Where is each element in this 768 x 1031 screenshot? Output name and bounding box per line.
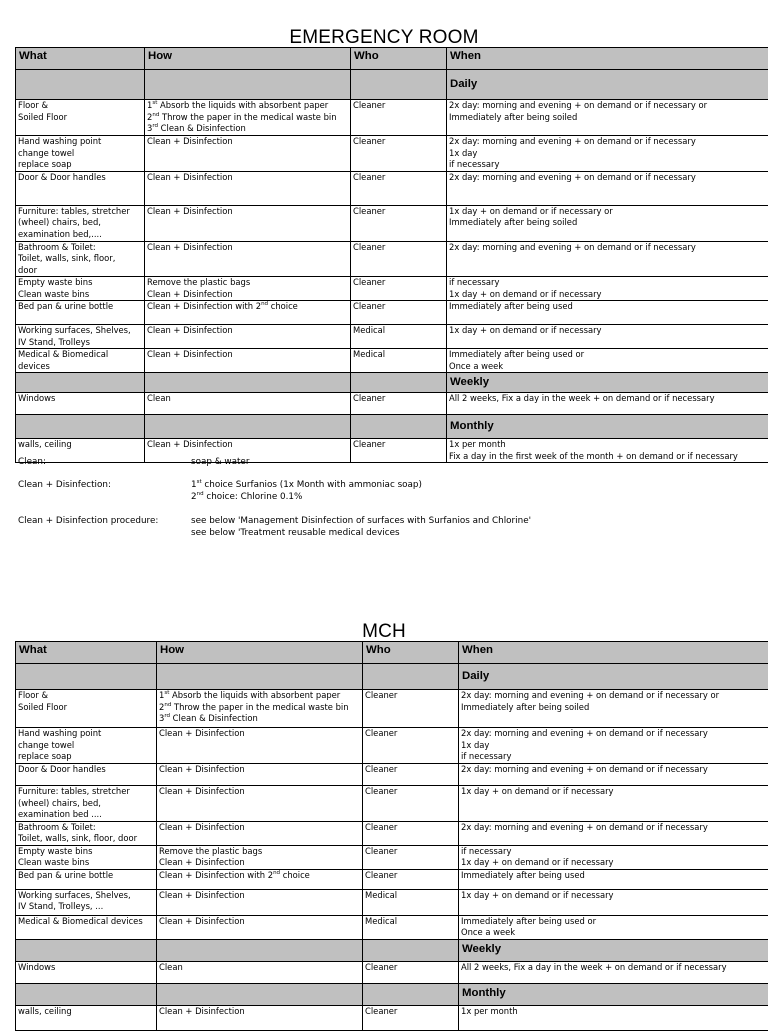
what-cell bbox=[16, 889, 157, 915]
cell-text-line: 3rd Clean & Disinfection bbox=[159, 713, 360, 725]
when-cell bbox=[459, 764, 768, 786]
when-cell bbox=[459, 845, 768, 869]
cell-text-line: if necessary bbox=[449, 159, 767, 171]
cell-text-line: Furniture: tables, stretcher bbox=[18, 206, 142, 218]
period-label: Weekly bbox=[447, 373, 768, 393]
cell-text-line: Cleaner bbox=[365, 1006, 456, 1018]
cell-text-line: 1x day + on demand or if necessary or bbox=[449, 206, 767, 218]
period-empty-cell bbox=[16, 373, 145, 393]
cell-text-line: Bathroom & Toilet: bbox=[18, 822, 154, 834]
cell-text-line: if necessary bbox=[449, 277, 767, 289]
cell-text-line: 1x day + on demand or if necessary bbox=[461, 857, 767, 869]
table-row bbox=[16, 889, 768, 915]
who-cell bbox=[351, 100, 447, 136]
cell-text-line: Clean bbox=[147, 393, 348, 405]
when-cell bbox=[447, 241, 768, 277]
cell-text-line: Clean + Disinfection bbox=[159, 764, 360, 776]
cell-text-line: Cleaner bbox=[353, 206, 444, 218]
cell-text-line: 1x day + on demand or if necessary bbox=[461, 890, 767, 902]
cell-text-line: 1x per month bbox=[449, 439, 767, 451]
cell-text-line: Cleaner bbox=[353, 301, 444, 313]
cell-text-line: door bbox=[18, 265, 142, 277]
column-header-how: How bbox=[157, 642, 363, 664]
how-cell bbox=[145, 301, 351, 325]
cell-text-line: Cleaner bbox=[365, 846, 456, 858]
cell-text-line: Immediately after being soiled bbox=[449, 112, 767, 124]
how-cell bbox=[145, 277, 351, 301]
cell-text-line: IV Stand, Trolleys, ... bbox=[18, 901, 154, 913]
when-cell bbox=[459, 1005, 768, 1030]
when-cell bbox=[459, 690, 768, 728]
period-empty-cell bbox=[351, 70, 447, 100]
table-row bbox=[16, 171, 768, 205]
mch-title: MCH bbox=[0, 621, 768, 643]
what-cell bbox=[16, 869, 157, 889]
cell-text-line: Clean + Disinfection bbox=[159, 728, 360, 740]
cell-text-line: Door & Door handles bbox=[18, 764, 154, 776]
who-cell bbox=[363, 764, 459, 786]
cell-text-line: Clean + Disinfection bbox=[147, 439, 348, 451]
who-cell bbox=[351, 393, 447, 415]
who-cell bbox=[363, 1005, 459, 1030]
legend-term: Clean + Disinfection: bbox=[18, 480, 111, 492]
cell-text-line: Floor & bbox=[18, 100, 142, 112]
what-cell bbox=[16, 241, 145, 277]
when-cell bbox=[459, 961, 768, 983]
cell-text-line: (wheel) chairs, bed, bbox=[18, 217, 142, 229]
cell-text-line: Immediately after being soiled bbox=[461, 702, 767, 714]
cell-text-line: Cleaner bbox=[353, 242, 444, 254]
cell-text-line: 1x day bbox=[461, 740, 767, 752]
who-cell bbox=[351, 205, 447, 241]
cell-text-line: Bed pan & urine bottle bbox=[18, 301, 142, 313]
cell-text-line: 1st Absorb the liquids with absorbent paper bbox=[159, 690, 360, 702]
table-row bbox=[16, 205, 768, 241]
table-row bbox=[16, 961, 768, 983]
how-cell bbox=[157, 915, 363, 939]
cell-text-line: Working surfaces, Shelves, bbox=[18, 890, 154, 902]
cell-text-line: 2x day: morning and evening + on demand or if necessary bbox=[449, 172, 767, 184]
what-cell bbox=[16, 171, 145, 205]
period-label: Daily bbox=[459, 664, 768, 690]
what-cell bbox=[16, 205, 145, 241]
how-cell bbox=[157, 786, 363, 822]
who-cell bbox=[351, 241, 447, 277]
table-header-row bbox=[16, 48, 768, 70]
table-row bbox=[16, 136, 768, 172]
cell-text-line: Clean + Disinfection bbox=[159, 786, 360, 798]
cell-text-line: Clean + Disinfection bbox=[159, 916, 360, 928]
table-row bbox=[16, 100, 768, 136]
table-row bbox=[16, 439, 768, 463]
cell-text-line: Clean + Disinfection bbox=[159, 857, 360, 869]
column-header-when: When bbox=[447, 48, 768, 70]
cell-text-line: 2nd Throw the paper in the medical waste bin bbox=[159, 702, 360, 714]
cell-text-line: Clean + Disinfection bbox=[147, 172, 348, 184]
cell-text-line: Cleaner bbox=[353, 393, 444, 405]
period-label: Monthly bbox=[459, 983, 768, 1005]
cell-text-line: 1x day + on demand or if necessary bbox=[461, 786, 767, 798]
what-cell bbox=[16, 728, 157, 764]
who-cell bbox=[363, 869, 459, 889]
cell-text-line: Cleaner bbox=[365, 786, 456, 798]
cell-text-line: Floor & bbox=[18, 690, 154, 702]
cell-text-line: All 2 weeks, Fix a day in the week + on demand or if necessary bbox=[449, 393, 767, 405]
when-cell bbox=[459, 728, 768, 764]
cell-text-line: examination bed .... bbox=[18, 809, 154, 821]
legend-definition-line: 1st choice Surfanios (1x Month with ammoniac soap) bbox=[191, 480, 422, 492]
who-cell bbox=[351, 277, 447, 301]
cell-text-line: Immediately after being used or bbox=[461, 916, 767, 928]
table-row bbox=[16, 764, 768, 786]
when-cell bbox=[447, 136, 768, 172]
cell-text-line: 1x day bbox=[449, 148, 767, 160]
cell-text-line: Immediately after being used bbox=[461, 870, 767, 882]
how-cell bbox=[157, 690, 363, 728]
who-cell bbox=[351, 136, 447, 172]
cell-text-line: Fix a day in the first week of the month + on demand or if necessary bbox=[449, 451, 767, 463]
table-row bbox=[16, 277, 768, 301]
what-cell bbox=[16, 821, 157, 845]
period-empty-cell bbox=[157, 664, 363, 690]
cell-text-line: 1x per month bbox=[461, 1006, 767, 1018]
column-header-who: Who bbox=[351, 48, 447, 70]
cell-text-line: Toilet, walls, sink, floor, bbox=[18, 253, 142, 265]
how-cell bbox=[145, 205, 351, 241]
legend-definition: see below 'Management Disinfection of surfaces with Surfanios and Chlorine' see below 'Treatment reusable medical devices bbox=[191, 516, 531, 539]
cell-text-line: All 2 weeks, Fix a day in the week + on demand or if necessary bbox=[461, 962, 767, 974]
cell-text-line: Clean + Disinfection bbox=[147, 242, 348, 254]
when-cell bbox=[447, 325, 768, 349]
cell-text-line: 2x day: morning and evening + on demand or if necessary or bbox=[449, 100, 767, 112]
cell-text-line: (wheel) chairs, bed, bbox=[18, 798, 154, 810]
cell-text-line: Clean + Disinfection bbox=[159, 1006, 360, 1018]
cell-text-line: Door & Door handles bbox=[18, 172, 142, 184]
cell-text-line: Bed pan & urine bottle bbox=[18, 870, 154, 882]
cell-text-line: replace soap bbox=[18, 159, 142, 171]
when-cell bbox=[459, 821, 768, 845]
cell-text-line: Windows bbox=[18, 962, 154, 974]
cell-text-line: 1x day + on demand or if necessary bbox=[449, 325, 767, 337]
cell-text-line: 2x day: morning and evening + on demand or if necessary or bbox=[461, 690, 767, 702]
period-row bbox=[16, 373, 768, 393]
cell-text-line: Medical bbox=[365, 890, 456, 902]
who-cell bbox=[363, 786, 459, 822]
legend-definition: soap & water bbox=[191, 457, 249, 469]
how-cell bbox=[157, 1005, 363, 1030]
table-row bbox=[16, 349, 768, 373]
what-cell bbox=[16, 349, 145, 373]
cell-text-line: Cleaner bbox=[365, 764, 456, 776]
cell-text-line: Clean + Disinfection bbox=[147, 289, 348, 301]
table-row bbox=[16, 915, 768, 939]
table-row bbox=[16, 393, 768, 415]
table-row bbox=[16, 786, 768, 822]
cell-text-line: Clean waste bins bbox=[18, 289, 142, 301]
how-cell bbox=[157, 821, 363, 845]
cell-text-line: 2x day: morning and evening + on demand or if necessary bbox=[449, 242, 767, 254]
what-cell bbox=[16, 100, 145, 136]
period-empty-cell bbox=[351, 415, 447, 439]
cell-text-line: Clean waste bins bbox=[18, 857, 154, 869]
period-empty-cell bbox=[157, 983, 363, 1005]
table-row bbox=[16, 301, 768, 325]
what-cell bbox=[16, 325, 145, 349]
table-header-row bbox=[16, 642, 768, 664]
who-cell bbox=[363, 961, 459, 983]
cell-text-line: devices bbox=[18, 361, 142, 373]
legend-term: Clean + Disinfection procedure: bbox=[18, 516, 158, 528]
what-cell bbox=[16, 1005, 157, 1030]
cell-text-line: walls, ceiling bbox=[18, 1006, 154, 1018]
cell-text-line: Once a week bbox=[461, 927, 767, 939]
period-row bbox=[16, 983, 768, 1005]
how-cell bbox=[145, 349, 351, 373]
cell-text-line: Immediately after being soiled bbox=[449, 217, 767, 229]
period-label: Monthly bbox=[447, 415, 768, 439]
table-row bbox=[16, 869, 768, 889]
cell-text-line: Medical bbox=[365, 916, 456, 928]
cell-text-line: Windows bbox=[18, 393, 142, 405]
how-cell bbox=[157, 845, 363, 869]
period-label: Weekly bbox=[459, 939, 768, 961]
period-empty-cell bbox=[145, 70, 351, 100]
cell-text-line: Cleaner bbox=[353, 100, 444, 112]
period-label: Daily bbox=[447, 70, 768, 100]
legend-definition-line: 2nd choice: Chlorine 0.1% bbox=[191, 492, 422, 504]
column-header-when: When bbox=[459, 642, 768, 664]
period-row bbox=[16, 939, 768, 961]
period-empty-cell bbox=[363, 664, 459, 690]
when-cell bbox=[459, 915, 768, 939]
what-cell bbox=[16, 915, 157, 939]
period-empty-cell bbox=[16, 939, 157, 961]
period-row bbox=[16, 70, 768, 100]
cell-text-line: 2x day: morning and evening + on demand or if necessary bbox=[461, 728, 767, 740]
cell-text-line: Empty waste bins bbox=[18, 846, 154, 858]
cell-text-line: Cleaner bbox=[365, 962, 456, 974]
when-cell bbox=[447, 171, 768, 205]
period-empty-cell bbox=[145, 415, 351, 439]
what-cell bbox=[16, 277, 145, 301]
how-cell bbox=[157, 728, 363, 764]
cell-text-line: Clean + Disinfection bbox=[147, 349, 348, 361]
when-cell bbox=[447, 439, 768, 463]
cell-text-line: 1st Absorb the liquids with absorbent paper bbox=[147, 100, 348, 112]
column-header-who: Who bbox=[363, 642, 459, 664]
cell-text-line: Remove the plastic bags bbox=[147, 277, 348, 289]
emergency-room-title: EMERGENCY ROOM bbox=[0, 27, 768, 49]
emergency-room-schedule-table bbox=[15, 47, 768, 463]
cell-text-line: Cleaner bbox=[353, 136, 444, 148]
cell-text-line: 1x day + on demand or if necessary bbox=[449, 289, 767, 301]
cell-text-line: Working surfaces, Shelves, bbox=[18, 325, 142, 337]
cell-text-line: walls, ceiling bbox=[18, 439, 142, 451]
cell-text-line: IV Stand, Trolleys bbox=[18, 337, 142, 349]
table-row bbox=[16, 821, 768, 845]
cell-text-line: Furniture: tables, stretcher bbox=[18, 786, 154, 798]
period-empty-cell bbox=[351, 373, 447, 393]
how-cell bbox=[145, 393, 351, 415]
table-row bbox=[16, 690, 768, 728]
what-cell bbox=[16, 393, 145, 415]
how-cell bbox=[157, 961, 363, 983]
who-cell bbox=[351, 301, 447, 325]
what-cell bbox=[16, 845, 157, 869]
legend-definition bbox=[191, 480, 422, 503]
cell-text-line: 2x day: morning and evening + on demand or if necessary bbox=[449, 136, 767, 148]
period-empty-cell bbox=[16, 983, 157, 1005]
cell-text-line: Clean + Disinfection bbox=[159, 822, 360, 834]
cell-text-line: 2x day: morning and evening + on demand or if necessary bbox=[461, 764, 767, 776]
when-cell bbox=[447, 205, 768, 241]
column-header-how: How bbox=[145, 48, 351, 70]
cell-text-line: replace soap bbox=[18, 751, 154, 763]
cell-text-line: Cleaner bbox=[365, 690, 456, 702]
when-cell bbox=[459, 869, 768, 889]
cell-text-line: Remove the plastic bags bbox=[159, 846, 360, 858]
cell-text-line: Clean + Disinfection with 2nd choice bbox=[159, 870, 360, 882]
period-empty-cell bbox=[157, 939, 363, 961]
cell-text-line: change towel bbox=[18, 740, 154, 752]
period-empty-cell bbox=[363, 939, 459, 961]
cell-text-line: Clean + Disinfection bbox=[147, 136, 348, 148]
cell-text-line: Empty waste bins bbox=[18, 277, 142, 289]
period-empty-cell bbox=[363, 983, 459, 1005]
cell-text-line: Cleaner bbox=[353, 439, 444, 451]
cell-text-line: Cleaner bbox=[353, 277, 444, 289]
who-cell bbox=[363, 690, 459, 728]
when-cell bbox=[447, 393, 768, 415]
when-cell bbox=[447, 277, 768, 301]
column-header-what: What bbox=[16, 48, 145, 70]
what-cell bbox=[16, 136, 145, 172]
cell-text-line: Bathroom & Toilet: bbox=[18, 242, 142, 254]
how-cell bbox=[157, 889, 363, 915]
period-empty-cell bbox=[16, 70, 145, 100]
how-cell bbox=[157, 764, 363, 786]
cell-text-line: Medical bbox=[353, 325, 444, 337]
cell-text-line: Immediately after being used or bbox=[449, 349, 767, 361]
who-cell bbox=[351, 439, 447, 463]
cell-text-line: Cleaner bbox=[365, 822, 456, 834]
cell-text-line: Soiled Floor bbox=[18, 112, 142, 124]
who-cell bbox=[351, 325, 447, 349]
what-cell bbox=[16, 961, 157, 983]
period-row bbox=[16, 664, 768, 690]
table-row bbox=[16, 845, 768, 869]
table-row bbox=[16, 728, 768, 764]
period-row bbox=[16, 415, 768, 439]
when-cell bbox=[459, 889, 768, 915]
who-cell bbox=[363, 889, 459, 915]
mch-schedule-table bbox=[15, 641, 768, 1031]
cell-text-line: Clean + Disinfection bbox=[147, 206, 348, 218]
period-empty-cell bbox=[16, 664, 157, 690]
who-cell bbox=[363, 845, 459, 869]
how-cell bbox=[145, 136, 351, 172]
cell-text-line: Clean + Disinfection with 2nd choice bbox=[147, 301, 348, 313]
what-cell bbox=[16, 690, 157, 728]
how-cell bbox=[145, 171, 351, 205]
period-empty-cell bbox=[16, 415, 145, 439]
legend-term: Clean: bbox=[18, 457, 46, 469]
cell-text-line: Toilet, walls, sink, floor, door bbox=[18, 833, 154, 845]
cell-text-line: Cleaner bbox=[365, 728, 456, 740]
how-cell bbox=[145, 241, 351, 277]
when-cell bbox=[459, 786, 768, 822]
when-cell bbox=[447, 100, 768, 136]
cell-text-line: Clean + Disinfection bbox=[159, 890, 360, 902]
column-header-what: What bbox=[16, 642, 157, 664]
cell-text-line: Clean bbox=[159, 962, 360, 974]
cell-text-line: 2x day: morning and evening + on demand or if necessary bbox=[461, 822, 767, 834]
cell-text-line: Medical & Biomedical devices bbox=[18, 916, 154, 928]
period-empty-cell bbox=[145, 373, 351, 393]
who-cell bbox=[351, 171, 447, 205]
cell-text-line: if necessary bbox=[461, 846, 767, 858]
how-cell bbox=[145, 325, 351, 349]
cell-text-line: 3rd Clean & Disinfection bbox=[147, 123, 348, 135]
cell-text-line: 2nd Throw the paper in the medical waste bin bbox=[147, 112, 348, 124]
who-cell bbox=[351, 349, 447, 373]
table-row bbox=[16, 1005, 768, 1030]
how-cell bbox=[157, 869, 363, 889]
cell-text-line: Immediately after being used bbox=[449, 301, 767, 313]
what-cell bbox=[16, 301, 145, 325]
cell-text-line: Soiled Floor bbox=[18, 702, 154, 714]
cell-text-line: if necessary bbox=[461, 751, 767, 763]
cell-text-line: Medical & Biomedical bbox=[18, 349, 142, 361]
cell-text-line: Medical bbox=[353, 349, 444, 361]
cell-text-line: Clean + Disinfection bbox=[147, 325, 348, 337]
cell-text-line: Hand washing point bbox=[18, 728, 154, 740]
when-cell bbox=[447, 349, 768, 373]
how-cell bbox=[145, 100, 351, 136]
when-cell bbox=[447, 301, 768, 325]
who-cell bbox=[363, 728, 459, 764]
what-cell bbox=[16, 764, 157, 786]
cell-text-line: Cleaner bbox=[353, 172, 444, 184]
table-row bbox=[16, 325, 768, 349]
who-cell bbox=[363, 915, 459, 939]
table-row bbox=[16, 241, 768, 277]
cell-text-line: change towel bbox=[18, 148, 142, 160]
cell-text-line: Once a week bbox=[449, 361, 767, 373]
cell-text-line: Cleaner bbox=[365, 870, 456, 882]
cell-text-line: Hand washing point bbox=[18, 136, 142, 148]
cell-text-line: examination bed,.... bbox=[18, 229, 142, 241]
what-cell bbox=[16, 786, 157, 822]
who-cell bbox=[363, 821, 459, 845]
